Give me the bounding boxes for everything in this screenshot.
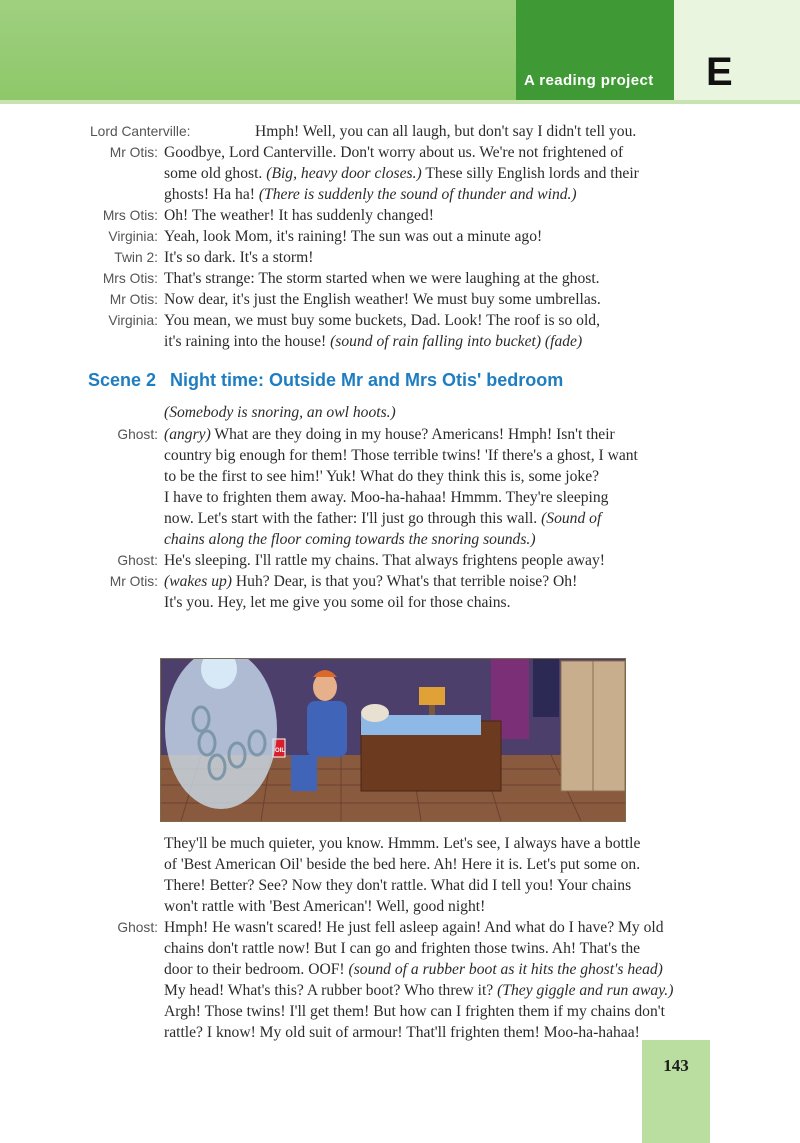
dialogue: Now dear, it's just the English weather! We must buy some umbrellas. [164, 291, 601, 308]
speaker: Twin 2: [114, 250, 158, 265]
scene-title: Night time: Outside Mr and Mrs Otis' bedroom [170, 370, 564, 390]
bedroom-scene-image [161, 659, 625, 821]
scene-number: Scene 2 [88, 370, 157, 390]
dialogue: it's raining into the house! (sound of rain falling into bucket) (fade) [164, 333, 583, 350]
story-illustration [160, 658, 626, 822]
stage-direction: (sound of rain falling into bucket) (fade) [330, 333, 583, 350]
dialogue: Yeah, look Mom, it's raining! The sun was out a minute ago! [164, 228, 543, 245]
speaker: Ghost: [117, 920, 158, 935]
stage-direction: (Sound of [541, 510, 602, 527]
stage-direction: chains along the floor coming towards the snoring sounds.) [164, 531, 536, 548]
dialogue: There! Better? See? Now they don't rattle. What did I tell you! Your chains [164, 877, 632, 894]
dialogue: You mean, we must buy some buckets, Dad. Look! The roof is so old, [164, 312, 601, 329]
speaker: Mrs Otis: [102, 271, 158, 286]
section-letter: E [706, 50, 733, 94]
speaker: Virginia: [108, 229, 158, 244]
dialogue: Goodbye, Lord Canterville. Don't worry about us. We're not frightened of [164, 144, 624, 161]
dialogue: My head! What's this? A rubber boot? Who threw it? (They giggle and run away.) [164, 982, 674, 999]
scene-heading [88, 370, 563, 391]
speaker: Virginia: [108, 313, 158, 328]
stage-direction: (sound of a rubber boot as it hits the ghost's head) [348, 961, 663, 978]
page-number: 143 [663, 1056, 689, 1075]
dialogue: They'll be much quieter, you know. Hmmm. Let's see, I always have a bottle [164, 835, 641, 852]
oil-can-label: OIL [275, 748, 285, 754]
dialogue: He's sleeping. I'll rattle my chains. That always frightens people away! [164, 552, 605, 569]
dialogue: That's strange: The storm started when we were laughing at the ghost. [164, 270, 600, 287]
dialogue: door to their bedroom. OOF! (sound of a rubber boot as it hits the ghost's head) [164, 961, 663, 978]
dialogue: to be the first to see him!' Yuk! What do they think this is, some joke? [164, 468, 600, 485]
speaker: Ghost: [117, 427, 158, 442]
stage-direction: (wakes up) [164, 573, 232, 590]
dialogue: some old ghost. (Big, heavy door closes.) These silly English lords and their [164, 165, 639, 182]
page-number-tab [642, 1040, 710, 1143]
speaker: Mr Otis: [109, 292, 158, 307]
dialogue: (wakes up) Huh? Dear, is that you? What's that terrible noise? Oh! [164, 573, 578, 590]
dialogue: country big enough for them! Those terrible twins! 'If there's a ghost, I want [164, 447, 638, 464]
speaker: Mrs Otis: [102, 208, 158, 223]
dialogue: It's you. Hey, let me give you some oil for those chains. [164, 594, 511, 611]
dialogue: won't rattle with 'Best American'! Well, good night! [164, 898, 486, 915]
dialogue: of 'Best American Oil' beside the bed here. Ah! Here it is. Let's put some on. [164, 856, 641, 873]
stage-direction: (angry) [164, 426, 211, 443]
speaker: Ghost: [117, 553, 158, 568]
dialogue: I have to frighten them away. Moo-ha-hahaa! Hmmm. They're sleeping [164, 489, 609, 506]
stage-direction: (There is suddenly the sound of thunder and wind.) [258, 186, 577, 203]
dialogue: It's so dark. It's a storm! [164, 249, 314, 266]
header-title: A reading project [524, 72, 654, 89]
stage-direction: (Big, heavy door closes.) [266, 165, 422, 182]
dialogue: Oh! The weather! It has suddenly changed! [164, 207, 434, 224]
speaker: Mr Otis: [109, 574, 158, 589]
speaker: Lord Canterville: [90, 124, 191, 139]
dialogue: ghosts! Ha ha! (There is suddenly the sound of thunder and wind.) [164, 186, 577, 203]
header-title-tab [516, 0, 674, 100]
speaker: Mr Otis: [109, 145, 158, 160]
dialogue: now. Let's start with the father: I'll just go through this wall. (Sound of [164, 510, 602, 527]
section-letter-box [674, 0, 800, 100]
dialogue: Argh! Those twins! I'll get them! But how can I frighten them if my chains don't [164, 1003, 665, 1020]
dialogue: Hmph! Well, you can all laugh, but don't say I didn't tell you. [255, 123, 637, 140]
stage-direction: (They giggle and run away.) [497, 982, 674, 999]
header-rule [0, 100, 800, 104]
dialogue: Hmph! He wasn't scared! He just fell asleep again! And what do I have? My old [164, 919, 664, 936]
stage-direction: (Somebody is snoring, an owl hoots.) [164, 404, 396, 421]
dialogue: chains don't rattle now! But I can go and frighten those twins. Ah! That's the [164, 940, 641, 957]
dialogue: (angry) What are they doing in my house? Americans! Hmph! Isn't their [164, 426, 615, 443]
dialogue: rattle? I know! My old suit of armour! That'll frighten them! Moo-ha-hahaa! [164, 1024, 640, 1041]
